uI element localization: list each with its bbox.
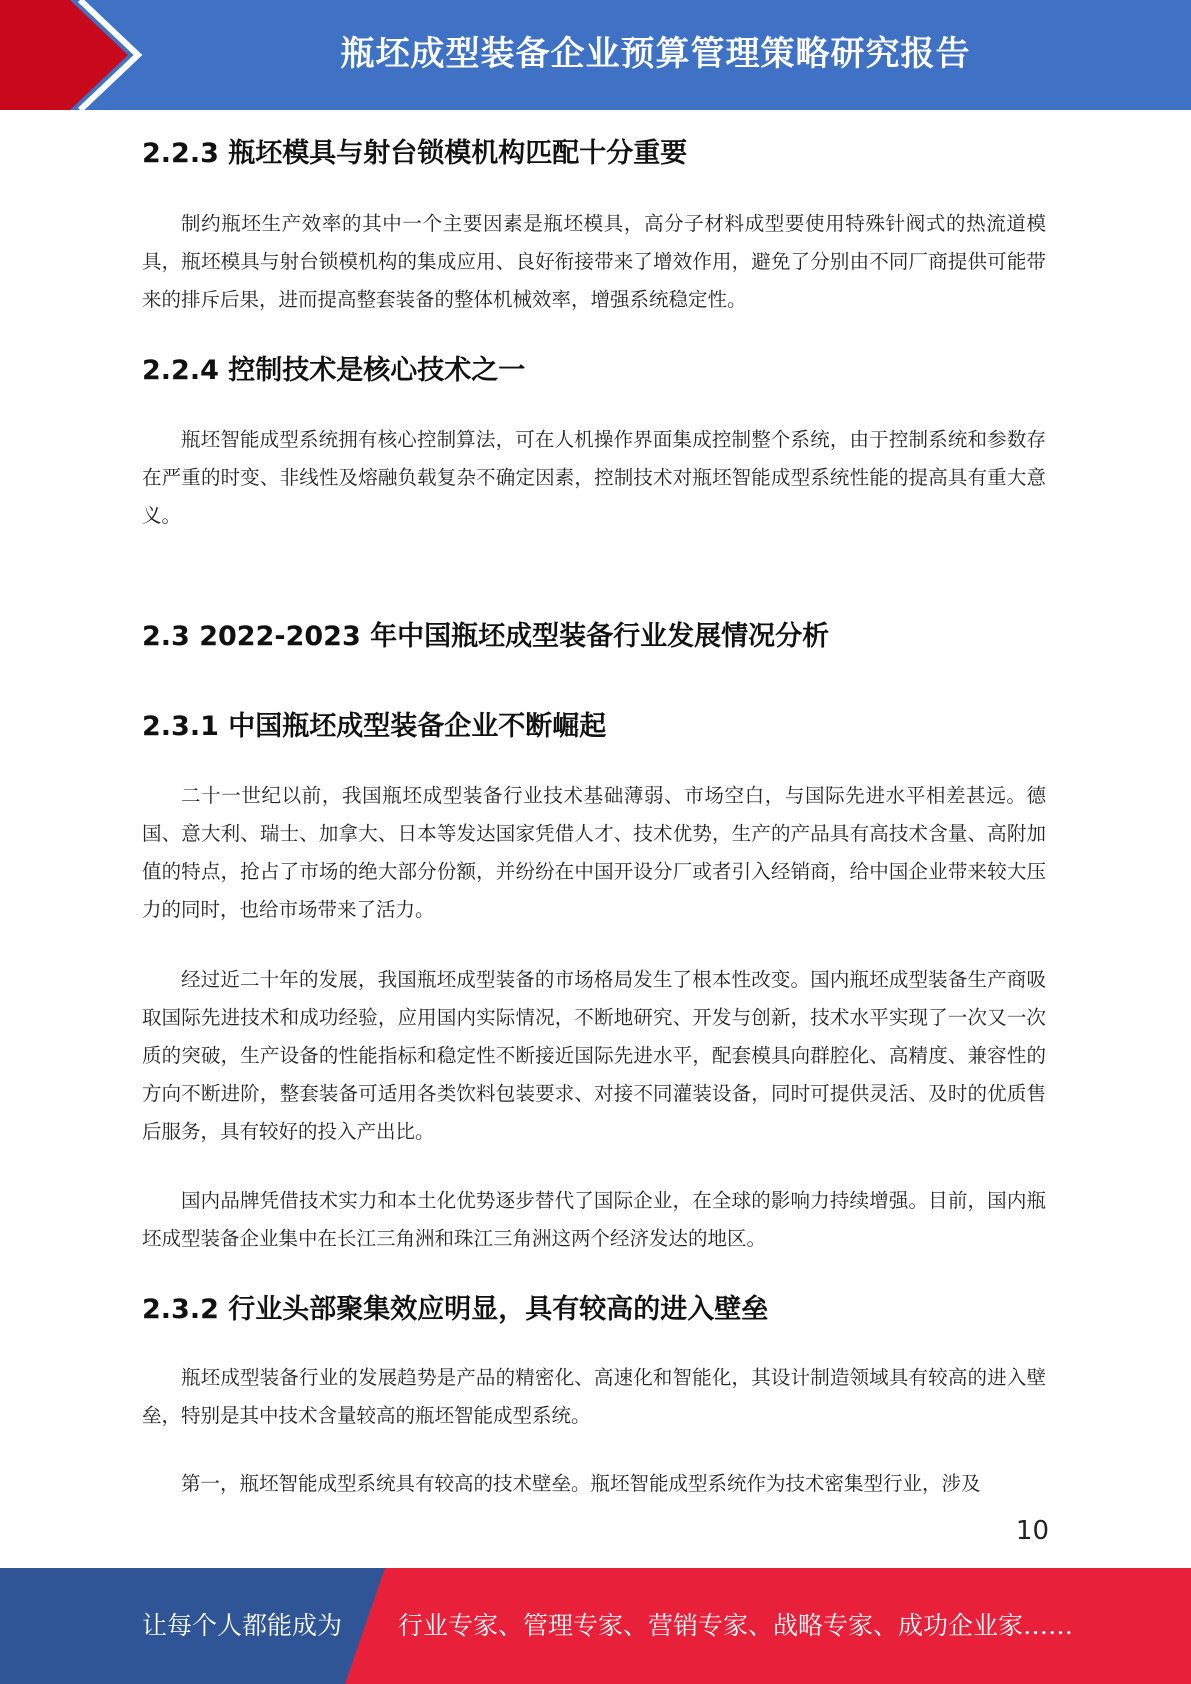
footer-slogan-left: 让每个人都能成为: [142, 1611, 343, 1640]
report-title: 瓶坯成型装备企业预算管理策略研究报告: [340, 34, 971, 74]
paragraph: 瓶坯智能成型系统拥有核心控制算法，可在人机操作界面集成控制整个系统，由于控制系统和参数存在严重的时变、非线性及熔融负载复杂不确定因素，控制技术对瓶坯智能成型系统性能的提高具有重大意义。: [142, 428, 1046, 527]
page-header: [0, 0, 1191, 110]
section-heading-2-2-3: 2.2.3 瓶坯模具与射台锁模机构匹配十分重要: [142, 138, 688, 169]
paragraph: 第一，瓶坯智能成型系统具有较高的技术壁垒。瓶坯智能成型系统作为技术密集型行业，涉及: [181, 1472, 981, 1495]
paragraph: 经过近二十年的发展，我国瓶坯成型装备的市场格局发生了根本性改变。国内瓶坯成型装备生产商吸取国际先进技术和成功经验，应用国内实际情况，不断地研究、开发与创新，技术水平实现了一次又一次质的突破，生产设备的性能指标和稳定性不断接近国际先进水平，配套模具向群腔化、高精度、兼容性的方向不断进阶，整套装备可适用各类饮料包装要求、对接不同灌装设备，同时可提供灵活、及时的优质售后服务，具有较好的投入产出比。: [142, 968, 1046, 1143]
page-footer: [0, 1568, 1191, 1684]
paragraph: 国内品牌凭借技术实力和本土化优势逐步替代了国际企业，在全球的影响力持续增强。目前，国内瓶坯成型装备企业集中在长江三角洲和珠江三角洲这两个经济发达的地区。: [142, 1189, 1046, 1250]
paragraph: 制约瓶坯生产效率的其中一个主要因素是瓶坯模具，高分子材料成型要使用特殊针阀式的热流道模具，瓶坯模具与射台锁模机构的集成应用、良好衔接带来了增效作用，避免了分别由不同厂商提供可能带来的排斥后果，进而提高整套装备的整体机械效率，增强系统稳定性。: [142, 212, 1046, 311]
section-heading-2-3-1: 2.3.1 中国瓶坯成型装备企业不断崛起: [142, 711, 607, 742]
page-number: 10: [1015, 1516, 1049, 1546]
section-heading-2-2-4: 2.2.4 控制技术是核心技术之一: [142, 355, 526, 386]
footer-slogan-right: 行业专家、管理专家、营销专家、战略专家、成功企业家……: [398, 1611, 1074, 1640]
section-heading-2-3: 2.3 2022-2023 年中国瓶坯成型装备行业发展情况分析: [142, 621, 830, 652]
paragraph: 瓶坯成型装备行业的发展趋势是产品的精密化、高速化和智能化，其设计制造领域具有较高的进入壁垒，特别是其中技术含量较高的瓶坯智能成型系统。: [142, 1366, 1046, 1427]
section-heading-2-3-2: 2.3.2 行业头部聚集效应明显，具有较高的进入壁垒: [142, 1294, 769, 1325]
paragraph: 二十一世纪以前，我国瓶坯成型装备行业技术基础薄弱、市场空白，与国际先进水平相差甚远。德国、意大利、瑞士、加拿大、日本等发达国家凭借人才、技术优势，生产的产品具有高技术含量、高附加值的特点，抢占了市场的绝大部分份额，并纷纷在中国开设分厂或者引入经销商，给中国企业带来较大压力的同时，也给市场带来了活力。: [142, 784, 1046, 921]
